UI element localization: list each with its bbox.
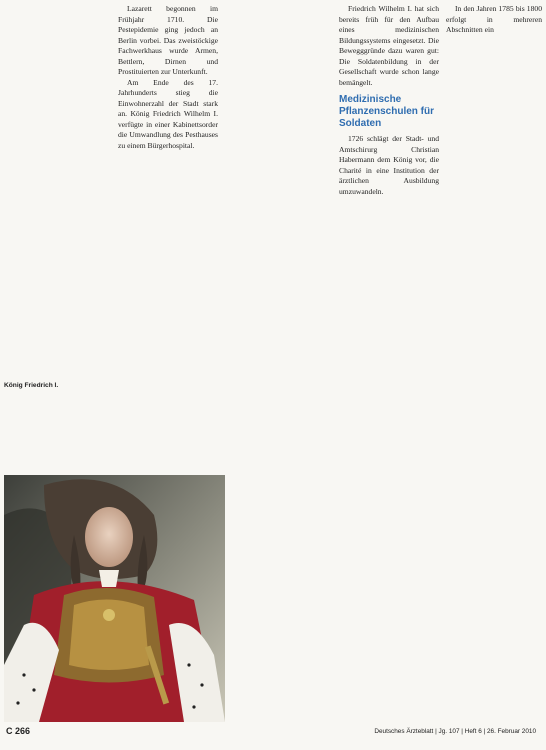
text-column-4 [446, 4, 542, 710]
paragraph: 1726 schlägt der Stadt- und Amtschirurg Christian Habermann dem König vor, die Charité in eine Institution der ärztlichen Ausbildung umzuwandeln. [339, 134, 439, 196]
paragraph: Am Ende des 17. Jahrhunderts stieg die Einwohnerzahl der Stadt stark an. König Friedrich Wilhelm I. verfügte in einer Kabinettsorder die Umwandlung des Pesthauses zu einem Bürgerhospital. [118, 77, 218, 150]
paragraph: Friedrich Wilhelm I. hat sich bereits früh für den Aufbau eines medizinischen Bildungssystems eingesetzt. Die Bewegggründe dazu waren gut: Die Soldatenbildung in der Gesellschaft wurde schon lange bemängelt. [339, 4, 439, 87]
paragraph: In den Jahren 1785 bis 1800 erfolgt in mehreren Abschnitten ein [446, 4, 542, 34]
section-heading: Medizinische Pflanzenschulen für Soldaten [339, 94, 435, 129]
image-caption [4, 382, 100, 390]
page-footer [0, 722, 546, 750]
paragraph: Lazarett begonnen im Frühjahr 1710. Die Pestepidemie ging jedoch an Berlin vorbei. Das zweistöckige Fachwerkhaus wurde Armen, Bettlern, Dirnen und Prostituierten zur Unterkunft. [118, 4, 218, 76]
portrait-illustration [4, 475, 225, 722]
caption-title: König Friedrich I. [4, 382, 59, 389]
page-number: C 266 [6, 726, 31, 736]
text-column-3 [339, 4, 439, 710]
text-column-2 [230, 4, 330, 710]
portrait-image [4, 475, 225, 722]
journal-reference: Deutsches Ärzteblatt | Jg. 107 | Heft 6 | 26. Februar 2010 [374, 728, 536, 735]
